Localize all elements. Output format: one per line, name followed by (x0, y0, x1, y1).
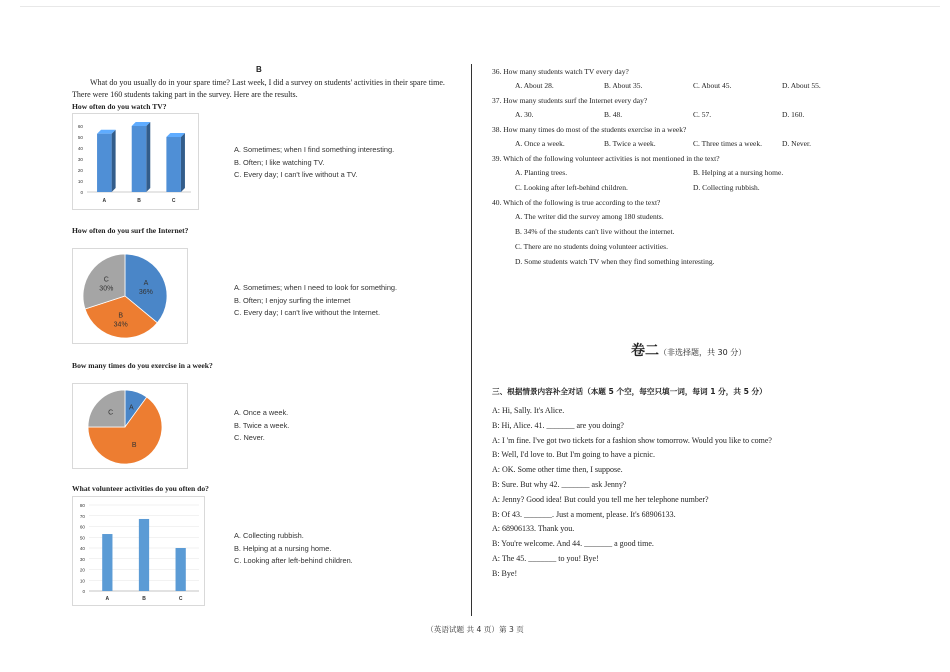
volunteer-bar-chart (72, 496, 205, 606)
survey-option: B. Often; I enjoy surfing the internet (234, 295, 351, 305)
pie-label: B (131, 442, 137, 450)
intro-paragraph: What do you usually do in your spare time? Last week, I did a survey on students' activities in their spare time. There were 160 students taking part in the survey. Here are the results. (72, 78, 445, 99)
question-36: 36. How many students watch TV every day? (492, 67, 629, 76)
dialogue-line: B: Of 43. _______. Just a moment, please. It's 68906133. (492, 509, 676, 519)
survey-option: A. Once a week. (234, 408, 289, 417)
part-two-title: 卷二 (631, 343, 659, 359)
dialogue-line: A: 68906133. Thank you. (492, 524, 575, 534)
survey-title-2: How often do you surf the Internet? (72, 226, 189, 235)
pie-percent-label: 30% (99, 285, 114, 293)
internet-pie-chart (72, 248, 188, 344)
y-tick-label: 40 (79, 546, 85, 551)
answer-option: A. 30. (515, 110, 534, 119)
y-tick-label: 0 (82, 589, 85, 594)
x-tick-label: C (171, 198, 176, 204)
answer-option: C. There are no students doing volunteer activities. (515, 242, 668, 251)
survey-option: A. Sometimes; when I need to look for something. (234, 283, 398, 292)
pie-label: B (118, 312, 124, 320)
pie-label: C (108, 409, 114, 417)
part-two-heading (631, 340, 746, 360)
y-tick-label: 0 (80, 190, 83, 195)
answer-option: A. Planting trees. (515, 168, 568, 177)
survey-option: A. Sometimes; when I find something interesting. (234, 145, 395, 154)
dialogue-line: A: Jenny? Good idea! But could you tell me her telephone number? (492, 494, 709, 504)
answer-option: B. Helping at a nursing home. (693, 168, 784, 177)
internet-pie-chart-svg (73, 249, 187, 343)
bar-side (181, 133, 185, 192)
y-tick-label: 60 (77, 124, 83, 129)
dialogue-line: A: Hi, Sally. It's Alice. (492, 406, 565, 415)
pie-percent-label: 36% (138, 289, 153, 297)
survey-option: C. Every day; I can't live without the Internet. (234, 308, 381, 317)
bar-side (146, 122, 150, 192)
survey-option: B. Often; I like watching TV. (234, 157, 325, 167)
answer-option: C. 57. (693, 110, 712, 119)
answer-option: B. 34% of the students can't live without the internet. (515, 227, 675, 236)
answer-option: A. The writer did the survey among 180 students. (515, 212, 664, 221)
y-tick-label: 10 (77, 179, 83, 184)
survey-option: C. Every day; I can't live without a TV. (234, 170, 358, 179)
y-tick-label: 70 (79, 513, 85, 519)
answer-option: C. Three times a week. (693, 139, 763, 148)
exercise-pie-chart (72, 383, 188, 469)
dialogue-line: B: Bye! (492, 568, 518, 578)
pie-percent-label: 34% (113, 321, 128, 329)
page-footer: （英语试题 共 4 页）第 3 页 (426, 625, 524, 634)
bar (132, 126, 147, 192)
y-tick-label: 30 (79, 556, 85, 562)
survey-option: C. Never. (234, 433, 265, 442)
survey-options-4 (234, 530, 353, 568)
pie-slice (88, 390, 125, 427)
answer-option: A. About 28. (515, 81, 554, 90)
section-letter: B (256, 65, 262, 74)
pie-label: A (143, 280, 149, 288)
dialogue-line: B: Sure. But why 42. _______ ask Jenny? (492, 480, 627, 489)
survey-options-2 (234, 282, 397, 320)
answer-option: D. Never. (782, 139, 811, 148)
x-tick-label: A (105, 596, 110, 602)
y-tick-label: 50 (79, 535, 85, 541)
survey-option: A. Collecting rubbish. (234, 531, 304, 540)
answer-option: D. Some students watch TV when they find something interesting. (515, 257, 715, 266)
x-tick-label: B (142, 596, 146, 602)
bar (102, 534, 112, 591)
question-39: 39. Which of the following volunteer activities is not mentioned in the text? (492, 154, 720, 163)
bar (97, 134, 112, 192)
answer-option: C. Looking after left-behind children. (515, 183, 628, 192)
y-tick-label: 60 (79, 524, 85, 530)
question-40: 40. Which of the following is true according to the text? (492, 198, 661, 207)
bar (166, 137, 181, 192)
x-tick-label: C (178, 596, 183, 602)
answer-option: B. Twice a week. (604, 139, 656, 148)
top-rule (20, 6, 940, 7)
survey-title-1: How often do you watch TV? (72, 102, 167, 111)
answer-option: D. About 55. (782, 81, 821, 90)
bar (176, 548, 186, 591)
y-tick-label: 20 (77, 168, 83, 173)
answer-option: A. Once a week. (515, 139, 565, 148)
dialogue-line: A: I 'm fine. I've got two tickets for a fashion show tomorrow. Would you like to come? (492, 435, 772, 445)
y-tick-label: 50 (77, 135, 83, 140)
survey-options-1 (234, 144, 394, 182)
answer-option: D. 160. (782, 110, 805, 119)
dialogue-line: B: You're welcome. And 44. _______ a good time. (492, 539, 654, 549)
survey-title-4: What volunteer activities do you often do? (72, 484, 209, 493)
y-tick-label: 80 (79, 503, 85, 508)
volunteer-bar-chart-svg (73, 497, 204, 605)
bar-side (112, 130, 116, 192)
dialogue-line: B: Hi, Alice. 41. _______ are you doing? (492, 420, 624, 430)
exercise-pie-chart-svg (73, 384, 187, 468)
section-three-title: 三、根据情景内容补全对话（本题 5 个空，每空只填一词，每词 1 分，共 5 分） (492, 387, 767, 396)
y-tick-label: 40 (77, 146, 83, 151)
x-tick-label: B (137, 198, 141, 204)
part-two-note: （非选择题，共 30 分） (659, 348, 747, 357)
column-divider (471, 64, 472, 616)
tv-bar-chart (72, 113, 199, 210)
dialogue-line: A: OK. Some other time then, I suppose. (492, 465, 623, 475)
pie-label: A (128, 404, 134, 412)
tv-bar-chart-svg (73, 114, 198, 209)
y-tick-label: 20 (79, 567, 85, 573)
answer-option: B. About 35. (604, 81, 643, 90)
answer-option: C. About 45. (693, 81, 732, 90)
survey-options-3 (234, 407, 289, 445)
x-tick-label: A (102, 198, 107, 204)
bar (139, 519, 149, 591)
survey-option: B. Twice a week. (234, 420, 290, 430)
survey-option: B. Helping at a nursing home. (234, 543, 332, 553)
y-tick-label: 30 (77, 157, 83, 162)
answer-option: D. Collecting rubbish. (693, 183, 760, 192)
pie-label: C (103, 276, 109, 284)
dialogue-line: A: The 45. _______ to you! Bye! (492, 554, 599, 563)
answer-option: B. 48. (604, 110, 623, 119)
survey-title-3: Bow many times do you exercise in a week? (72, 361, 213, 370)
y-tick-label: 10 (79, 578, 85, 584)
survey-option: C. Looking after left-behind children. (234, 556, 353, 565)
question-38: 38. How many times do most of the students exercise in a week? (492, 125, 687, 134)
dialogue-line: B: Well, I'd love to. But I'm going to have a picnic. (492, 450, 655, 460)
question-37: 37. How many students surf the Internet every day? (492, 96, 648, 105)
